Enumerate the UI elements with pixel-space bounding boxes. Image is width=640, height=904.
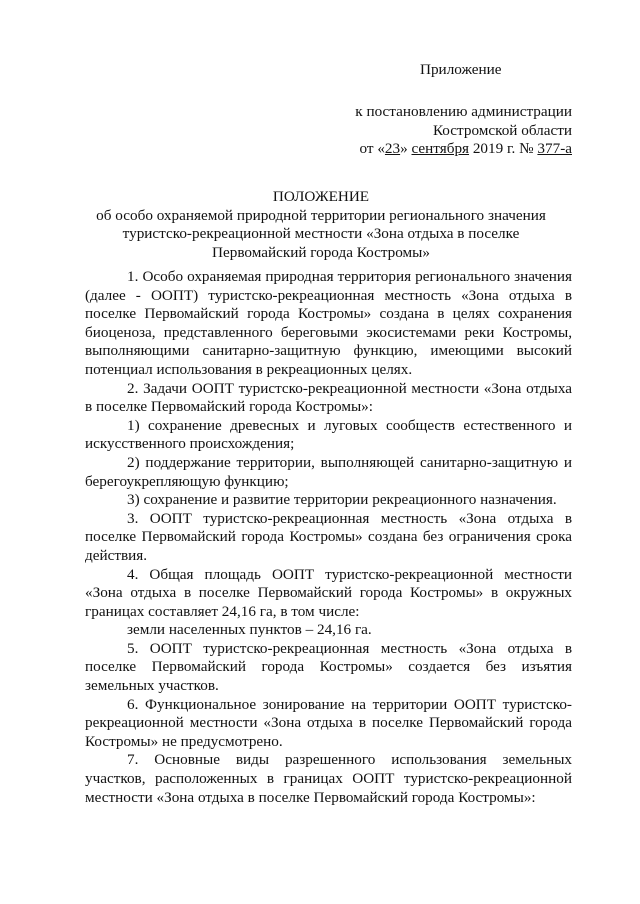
- paragraph-2: 2. Задачи ООПТ туристско-рекреационной местности «Зона отдыха в поселке Первомайский города Костромы»:: [85, 379, 572, 416]
- heading-line-2: туристско-рекреационной местности «Зона отдыха в поселке: [122, 225, 520, 243]
- resolution-reference: [340, 103, 572, 159]
- paragraph-4-item: земли населенных пунктов – 24,16 га.: [127, 621, 372, 639]
- paragraph-2-item-3: 3) сохранение и развитие территории рекреационного назначения.: [127, 491, 557, 509]
- date-month: сентября: [411, 140, 470, 158]
- document-heading: [70, 188, 572, 262]
- resolution-line-1: к постановлению администрации: [355, 103, 572, 120]
- paragraph-5: 5. ООПТ туристско-рекреационная местность «Зона отдыха в поселке Первомайский города Костромы» создается без изъятия земельных участков.: [85, 639, 572, 695]
- document-number: 377-а: [537, 140, 572, 158]
- date-year: 2019 г. №: [469, 140, 538, 158]
- resolution-line-2: Костромской области: [432, 121, 572, 139]
- paragraph-3: 3. ООПТ туристско-рекреационная местность «Зона отдыха в поселке Первомайский города Костромы» создана без ограничения срока действия.: [85, 509, 572, 564]
- paragraph-4: 4. Общая площадь ООПТ туристско-рекреационной местности «Зона отдыха в поселке Первомайский города Костромы» в окружных границах составляет 24,16 га, в том числе:: [85, 565, 572, 620]
- date-prefix: от «: [359, 140, 385, 158]
- appendix-label: Приложение: [420, 61, 502, 78]
- paragraph-6: 6. Функциональное зонирование на территории ООПТ туристско-рекреационной местности «Зона отдыха в поселке Первомайский города Костромы» не предусмотрено.: [85, 695, 572, 750]
- resolution-date-line: [340, 140, 572, 159]
- date-day: 23: [384, 140, 401, 158]
- heading-title: ПОЛОЖЕНИЕ: [272, 188, 370, 205]
- paragraph-2-item-2: 2) поддержание территории, выполняющей санитарно-защитную и берегоукрепляющую функцию;: [85, 453, 572, 490]
- heading-line-3: Первомайский города Костромы»: [212, 243, 430, 261]
- date-mid: »: [400, 140, 412, 158]
- heading-line-1: об особо охраняемой природной территории регионального значения: [96, 206, 546, 224]
- paragraph-1: 1. Особо охраняемая природная территория регионального значения (далее - ООПТ) туристско-рекреационная местность «Зона отдыха в поселке Первомайский города Костромы» создана в целях сохранения биоценоза, представленного береговыми экосистемами реки Костромы, выполняющими санитарно-защитную функцию, имеющими высокий потенциал использования в рекреационных целях.: [85, 268, 572, 378]
- paragraph-7: 7. Основные виды разрешенного использования земельных участков, расположенных в границах ООПТ туристско-рекреационной местности «Зона отдыха в поселке Первомайский города Костромы»:: [85, 751, 572, 806]
- document-body: [85, 268, 572, 807]
- paragraph-2-item-1: 1) сохранение древесных и луговых сообществ естественного и искусственного происхождения;: [85, 416, 572, 453]
